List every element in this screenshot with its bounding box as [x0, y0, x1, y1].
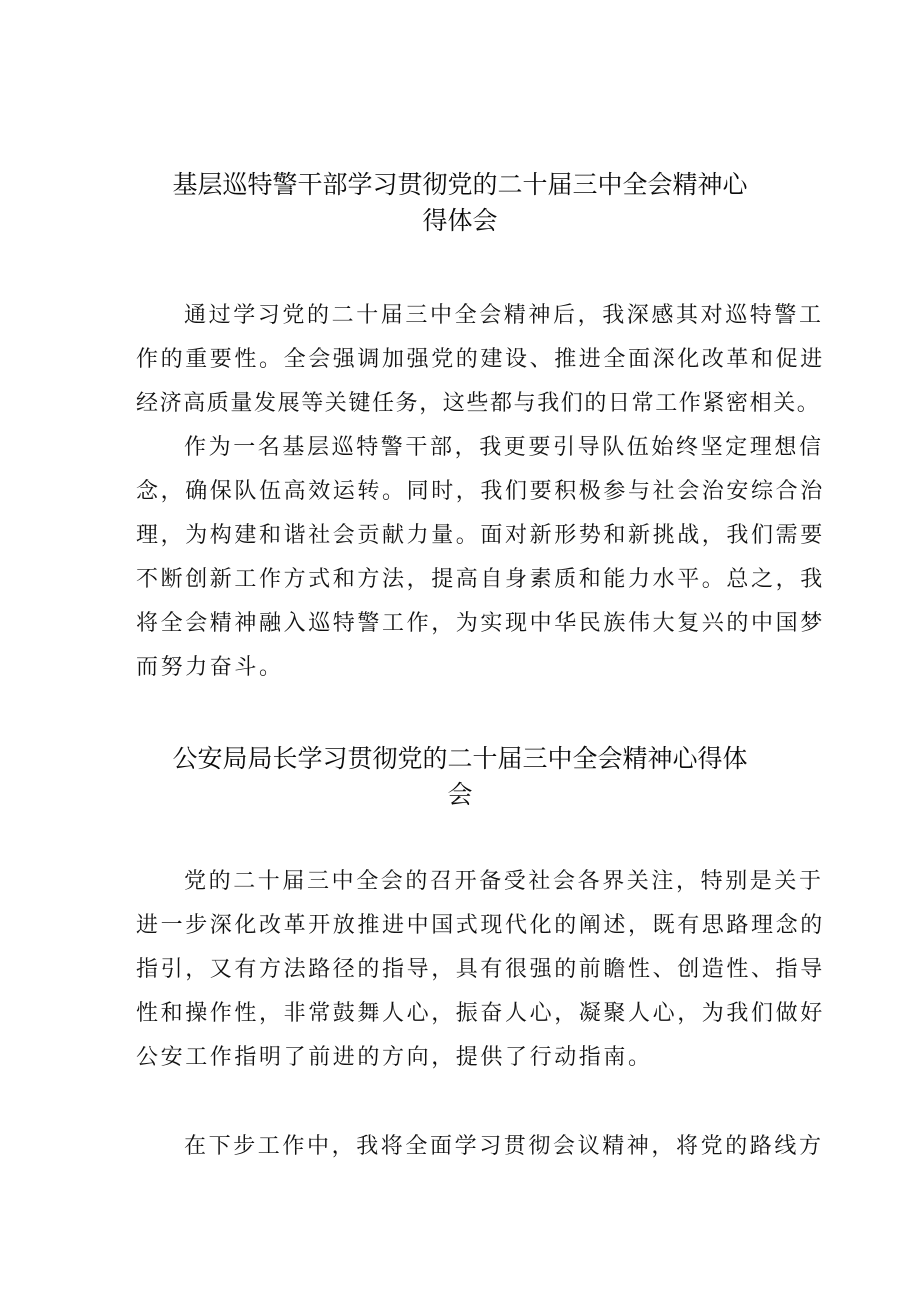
paragraph-line: 指引，又有方法路径的指导，具有很强的前瞻性、创造性、指导	[136, 957, 825, 982]
article2-title	[0, 741, 920, 813]
article1-paragraph-1	[136, 294, 825, 426]
article1-paragraph-2	[136, 426, 825, 690]
article2-paragraph-1	[136, 860, 825, 1080]
paragraph-line: 念，确保队伍高效运转。同时，我们要积极参与社会治安综合治	[136, 479, 825, 504]
paragraph-line: 在下步工作中，我将全面学习贯彻会议精神，将党的路线方	[184, 1134, 824, 1159]
paragraph-line: 性和操作性，非常鼓舞人心，振奋人心，凝聚人心，为我们做好	[136, 1001, 825, 1026]
article2-paragraph-2	[136, 1125, 824, 1169]
article1-title	[0, 167, 920, 239]
paragraph-line: 作的重要性。全会强调加强党的建设、推进全面深化改革和促进	[136, 347, 825, 372]
paragraph-line: 公安工作指明了前进的方向，提供了行动指南。	[136, 1045, 653, 1070]
paragraph-line: 理，为构建和谐社会贡献力量。面对新形势和新挑战，我们需要	[136, 523, 825, 548]
article2-title-line-2: 会	[447, 780, 473, 809]
paragraph-line: 经济高质量发展等关键任务，这些都与我们的日常工作紧密相关。	[136, 391, 821, 416]
paragraph-line: 党的二十届三中全会的召开备受社会各界关注，特别是关于	[184, 869, 824, 894]
article2-title-line-1: 公安局局长学习贯彻党的二十届三中全会精神心得体	[172, 744, 748, 773]
paragraph-line: 而努力奋斗。	[136, 655, 284, 680]
paragraph-line: 通过学习党的二十届三中全会精神后，我深感其对巡特警工	[184, 303, 824, 328]
paragraph-line: 作为一名基层巡特警干部，我更要引导队伍始终坚定理想信	[184, 435, 824, 460]
article1-title-line-1: 基层巡特警干部学习贯彻党的二十届三中全会精神心	[172, 170, 748, 199]
paragraph-line: 将全会精神融入巡特警工作，为实现中华民族伟大复兴的中国梦	[136, 611, 825, 636]
article1-title-line-2: 得体会	[422, 206, 498, 235]
paragraph-line: 进一步深化改革开放推进中国式现代化的阐述，既有思路理念的	[136, 913, 825, 938]
paragraph-line: 不断创新工作方式和方法，提高自身素质和能力水平。总之，我	[136, 567, 825, 592]
